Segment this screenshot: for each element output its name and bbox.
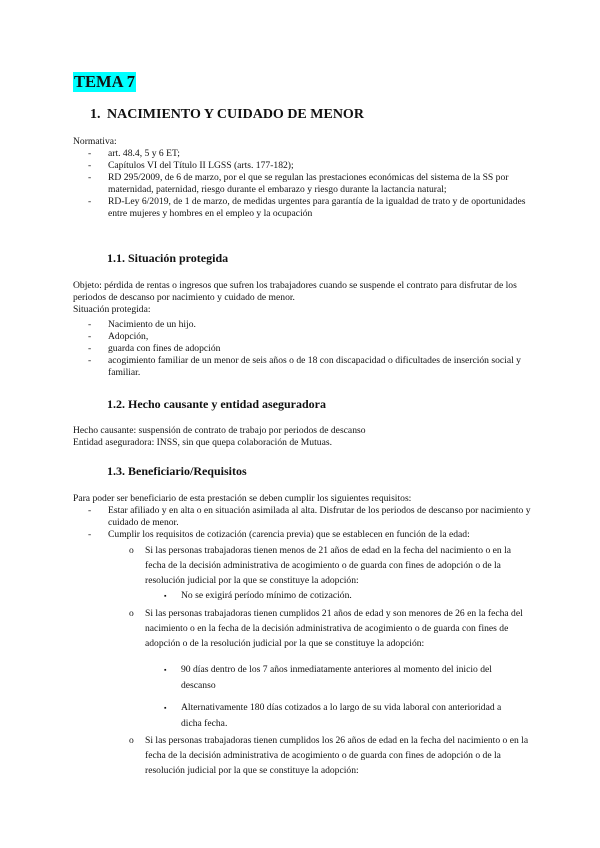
list-item: ▪ 90 días dentro de los 7 años inmediatamente anteriores al momento del inicio del descanso (164, 664, 492, 691)
list-item: - Cumplir los requisitos de cotización (carencia previa) que se establecen en función de la edad: (88, 529, 470, 540)
section-number: 1. (90, 107, 101, 122)
list-item: - Estar afiliado y en alta o en situación asimilada al alta. Disfrutar de los periodos de descanso por nacimiento y cuidado de menor. (88, 505, 531, 528)
list-item: ▪ No se exigirá período mínimo de cotización. (164, 590, 352, 601)
hecho-causante: Hecho causante: suspensión de contrato de trabajo por periodos de descanso (73, 425, 366, 436)
normativa-label: Normativa: (73, 136, 117, 147)
subsection-heading-1-1: 1.1. Situación protegida (107, 251, 229, 265)
list-item: - Adopción, (88, 331, 149, 342)
list-item: o Si las personas trabajadoras tienen cumplidos 21 años de edad y son menores de 26 en la fecha del nacimiento o en la fecha de la decisión administrativa de acogimiento o de guarda con fines de adopción o de la resolución judicial por la que se constituye la adopción: (129, 608, 523, 649)
objeto-paragraph: Objeto: pérdida de rentas o ingresos que sufren los trabajadores cuando se suspende el contrato para disfrutar de los periodos de descanso por nacimiento y cuidado de menor. (73, 280, 517, 303)
list-item: - RD-Ley 6/2019, de 1 de marzo, de medidas urgentes para garantía de la igualdad de trato y de oportunidades entre mujeres y hombres en el empleo y la ocupación (88, 196, 526, 219)
subsection-heading-1-3: 1.3. Beneficiario/Requisitos (107, 464, 247, 478)
edad-case-2-sub (164, 662, 524, 732)
section-title: NACIMIENTO Y CUIDADO DE MENOR (107, 107, 364, 122)
list-item: o Si las personas trabajadoras tienen cumplidos los 26 años de edad en la fecha del nacimiento o en la fecha de la decisión administrativa de acogimiento o de guarda con fines de adopción o de la resolución judicial por la que se constituye la adopción: (129, 735, 529, 776)
edad-case-1-sub (164, 588, 524, 604)
entidad-aseguradora: Entidad aseguradora: INSS, sin que quepa colaboración de Mutuas. (73, 437, 332, 448)
edad-case-1 (129, 543, 534, 588)
list-item: - acogimiento familiar de un menor de seis años o de 18 con discapacidad o dificultades de inserción social y familiar. (88, 355, 521, 378)
situacion-label: Situación protegida: (73, 304, 151, 315)
list-item: - Nacimiento de un hijo. (88, 319, 196, 330)
edad-case-2 (129, 606, 534, 651)
list-item: - art. 48.4, 5 y 6 ET; (88, 148, 180, 159)
situacion-list (88, 319, 538, 379)
list-item: - guarda con fines de adopción (88, 343, 221, 354)
list-item: o Si las personas trabajadoras tienen menos de 21 años de edad en la fecha del nacimiento o en la fecha de la decisión administrativa de acogimiento o de guarda con fines de adopción o de la resolución judicial por la que se constituye la adopción: (129, 545, 512, 586)
page-title: TEMA 7 (74, 72, 135, 91)
normativa-list (88, 148, 538, 220)
list-item: - RD 295/2009, de 6 de marzo, por el que se regulan las prestaciones económicas del sistema de la SS por maternidad, paternidad, riesgo durante el embarazo y riesgo durante la lactancia natural; (88, 172, 509, 195)
requisitos-list (88, 505, 538, 541)
subsection-heading-1-2: 1.2. Hecho causante y entidad aseguradora (107, 397, 326, 411)
list-item: ▪ Alternativamente 180 días cotizados a lo largo de su vida laboral con anterioridad a dicha fecha. (164, 702, 502, 729)
section-heading-1 (90, 106, 364, 124)
requisitos-intro: Para poder ser beneficiario de esta prestación se deben cumplir los siguientes requisitos: (73, 493, 412, 504)
list-item: - Capítulos VI del Título II LGSS (arts. 177-182); (88, 160, 294, 171)
edad-case-3 (129, 733, 534, 778)
